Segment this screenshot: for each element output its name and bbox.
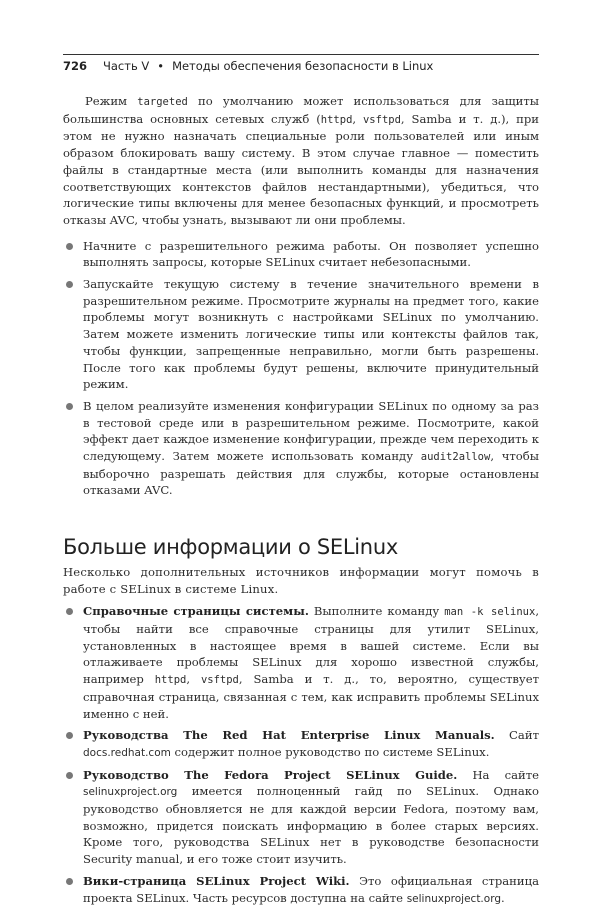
intro-paragraph — [63, 93, 539, 229]
bullet-icon — [66, 608, 73, 615]
text: , чтобы найти все справочные страницы для утилит SELinux, установленных в настоящее время в вашей системе. Если вы отлаживаете проблемы SELinux для хорошо известной службы, например — [83, 604, 539, 687]
resources-list — [63, 603, 539, 907]
text: . — [501, 890, 505, 905]
text: Начните с разрешительного режима работы. Он позволяет успешно выполнять запросы, которые SELinux считает небезопасными. — [83, 238, 539, 270]
text: Запускайте текущую систему в течение значительного времени в разрешительном режиме. Просмотрите журналы на предмет того, какие проблемы могут возникнуть с настройками SELinux по умолчанию. Затем можете изменить логические типы или контексты файлов так, чтобы функции, запрещенные неправильно, могли быть разрешены. После того как проблемы будут решены, включите принудительный режим. — [83, 277, 539, 392]
bullet-icon — [66, 732, 73, 739]
text: Выполните команду — [308, 604, 445, 619]
section-heading: Больше информации о SELinux — [63, 535, 398, 560]
list-item — [63, 603, 539, 722]
bullet-icon — [66, 281, 73, 288]
url-text: selinuxproject.org — [406, 892, 501, 905]
text: , — [186, 672, 201, 687]
page-number: 726 — [63, 59, 88, 73]
inline-code: audit2allow — [420, 451, 491, 464]
inline-code: man -k selinux — [444, 606, 536, 619]
bullet-icon — [66, 403, 73, 410]
tips-list — [63, 238, 539, 500]
url-text: docs.redhat.com — [83, 746, 171, 759]
text: по умолчанию может использоваться для защиты большинства основных сетевых служб ( — [63, 94, 539, 126]
header-rule — [63, 54, 539, 55]
text: Сайт — [494, 728, 539, 743]
inline-code: vsftpd — [200, 674, 239, 687]
text: В целом реализуйте изменения конфигурации SELinux по одному за раз в тестовой среде или в разрешительном режиме. Посмотрите, какой эффект дает каждое изменение конфигурации, прежде чем переходить к следующему. Затем можете использовать команду — [83, 398, 539, 464]
list-item — [63, 398, 539, 499]
list-item — [63, 873, 539, 907]
inline-code: httpd — [320, 113, 353, 126]
item-title: Руководство The Fedora Project SELinux Guide. — [83, 767, 458, 782]
bullet-icon — [66, 878, 73, 885]
page-body — [63, 93, 539, 912]
text: содержит полное руководство по системе SELinux. — [170, 744, 490, 759]
item-title: Вики-страница SELinux Project Wiki. — [83, 873, 350, 888]
text: На сайте — [457, 767, 539, 782]
header-separator: • — [157, 59, 165, 73]
bullet-icon — [66, 772, 73, 779]
list-item — [63, 727, 539, 761]
text: имеется полноценный гайд по SELinux. Однако руководство обновляется не для каждой версии Fedora, поэтому вам, возможно, придется поискать информацию в более старых версиях. Кроме того, руководства SELinux нет в руководстве безопасности Security manual, и его тоже стоит изучить. — [83, 784, 539, 867]
inline-code: httpd — [154, 674, 187, 687]
text: , чтобы выборочно разрешать действия для службы, которые остановлены отказами AVC. — [83, 449, 539, 498]
bullet-icon — [66, 243, 73, 250]
url-text: selinuxproject.org — [83, 786, 178, 799]
inline-code: vsftpd — [362, 113, 401, 126]
list-item — [63, 767, 539, 868]
item-title: Руководства The Red Hat Enterprise Linux Manuals. — [83, 728, 495, 743]
list-item — [63, 238, 539, 271]
part-label: Часть V — [103, 59, 150, 73]
inline-code: targeted — [137, 96, 188, 108]
section-lead: Несколько дополнительных источников информации могут помочь в работе с SELinux в системе Linux. — [63, 564, 539, 596]
text: Режим — [85, 94, 138, 108]
text: , Samba и т. д., то, вероятно, существует справочная страница, связанная с тем, как исправить проблемы SELinux именно с ней. — [83, 672, 539, 721]
text: , Samba и т. д.), при этом не нужно назначать специальные роли пользователей или иным образом блокировать вашу систему. В этом случае главное — поместить файлы в стандартные места (или выполнить команды для назначения соответствующих контекстов файлов нестандартными), убедиться, что логические типы включены для менее безопасных функций, и просмотреть отказы AVC, чтобы узнать, вызывают ли они проблемы. — [63, 111, 540, 227]
item-title: Справочные страницы системы. — [83, 604, 309, 619]
text: , — [352, 111, 363, 126]
running-header — [63, 54, 539, 73]
chapter-title: Методы обеспечения безопасности в Linux — [172, 59, 434, 73]
text: Это официальная страница проекта SELinux. Часть ресурсов доступна на сайте — [83, 873, 539, 905]
list-item — [63, 276, 539, 393]
